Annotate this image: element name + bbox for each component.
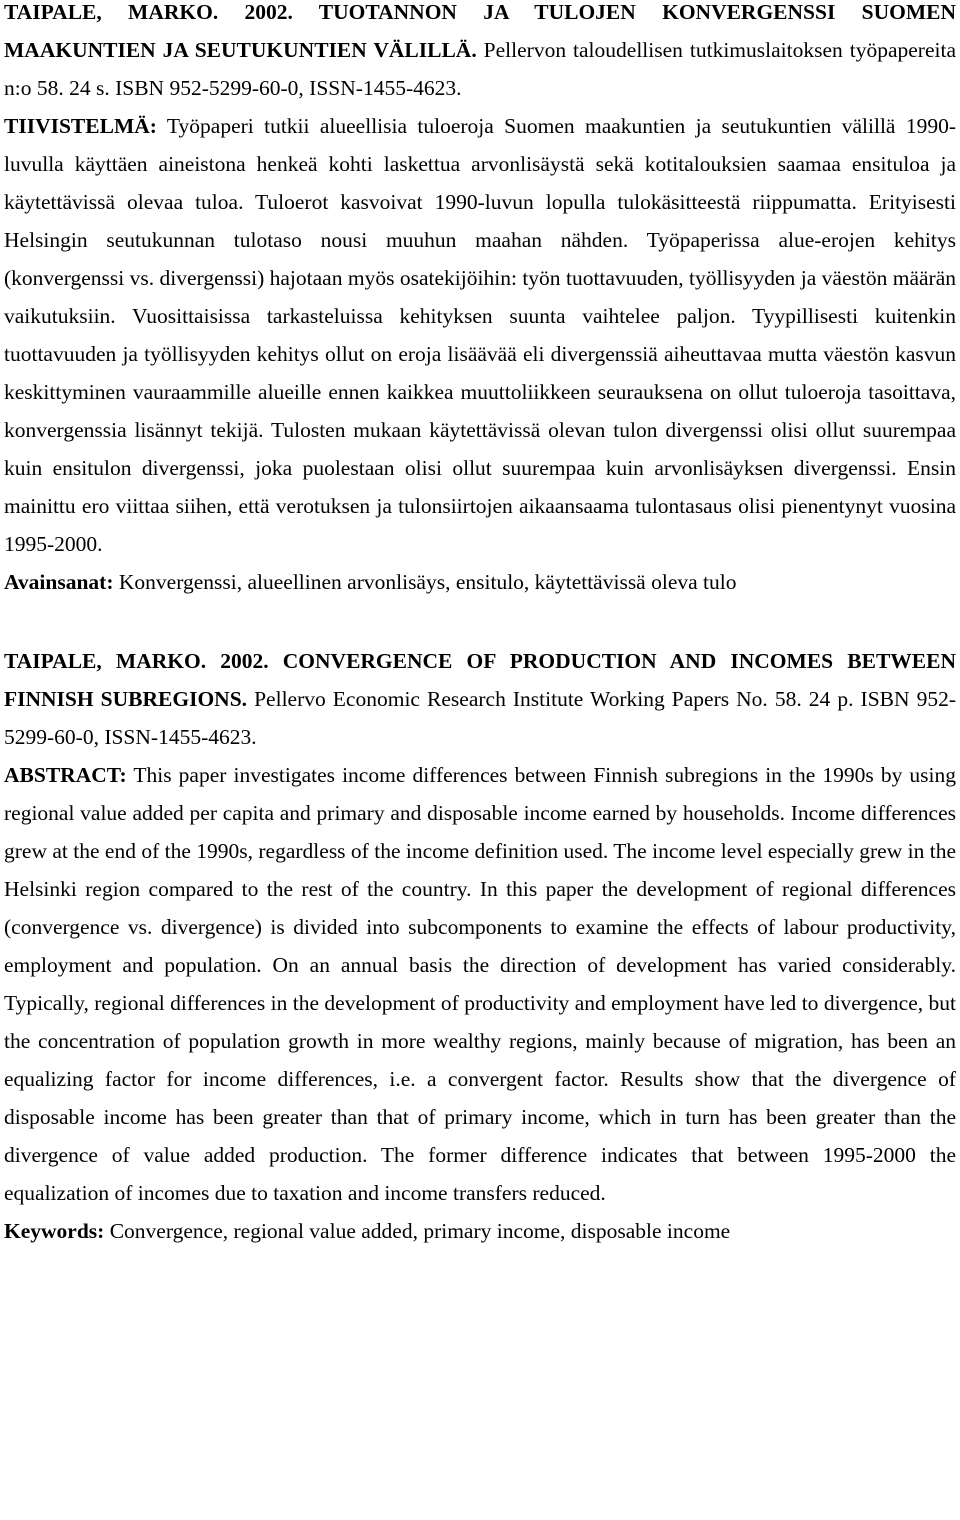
english-abstract-section <box>4 642 956 1250</box>
english-keywords-text: Convergence, regional value added, primary income, disposable income <box>104 1219 731 1243</box>
english-abstract <box>4 756 956 1212</box>
english-keywords-label: Keywords: <box>4 1219 105 1243</box>
english-citation-title: TAIPALE, MARKO. 2002. CONVERGENCE OF PRODUCTION AND INCOMES BETWEEN FINNISH SUBREGIONS. <box>4 649 956 711</box>
finnish-keywords-text: Konvergenssi, alueellinen arvonlisäys, ensitulo, käytettävissä oleva tulo <box>113 570 737 594</box>
finnish-abstract-text: Työpaperi tutkii alueellisia tuloeroja Suomen maakuntien ja seutukuntien välillä 1990-luvulla käyttäen aineistona henkeä kohti laskettua arvonlisäystä sekä kotitalouksien saamaa ensituloa ja käytettävissä olevaa tuloa. Tuloerot kasvoivat 1990-luvun lopulla tulokäsitteestä riippumatta. Erityisesti Helsingin seutukunnan tulotaso nousi muuhun maahan nähden. Työpaperissa alue-erojen kehitys (konvergenssi vs. divergenssi) hajotaan myös osatekijöihin: työn tuottavuuden, työllisyyden ja väestön määrän vaikutuksiin. Vuosittaisissa tarkasteluissa kehityksen suunta vaihtelee paljon. Tyypillisesti kuitenkin tuottavuuden ja työllisyyden kehitys ollut on eroja lisäävää eli divergenssiä aiheuttavaa mutta väestön kasvun keskittyminen vauraammille alueille ennen kaikkea muuttoliikkeen seurauksena on ollut tuloeroja tasoittava, konvergenssia lisännyt tekijä. Tulosten mukaan käytettävissä olevan tulon divergenssi olisi ollut suurempaa kuin ensitulon divergenssi, joka puolestaan olisi ollut suurempaa kuin arvonlisäyksen divergenssi. Ensin mainittu ero viittaa siihen, että verotuksen ja tulonsiirtojen aikaansaama tulontasaus olisi pienentynyt vuosina 1995-2000. <box>4 114 956 556</box>
finnish-abstract-section <box>4 0 956 601</box>
finnish-keywords <box>4 563 956 601</box>
finnish-citation-details: Pellervon taloudellisen tutkimuslaitoksen työpapereita n:o 58. 24 s. ISBN 952-5299-60-0, ISSN-1455-4623. <box>4 38 956 100</box>
finnish-citation-title: TAIPALE, MARKO. 2002. TUOTANNON JA TULOJEN KONVERGENSSI SUOMEN MAAKUNTIEN JA SEUTUKUNTIEN VÄLILLÄ. <box>4 0 956 62</box>
english-citation <box>4 642 956 756</box>
english-abstract-text: This paper investigates income differences between Finnish subregions in the 1990s by using regional value added per capita and primary and disposable income earned by households. Income differences grew at the end of the 1990s, regardless of the income definition used. The income level especially grew in the Helsinki region compared to the rest of the country. In this paper the development of regional differences (convergence vs. divergence) is divided into subcomponents to examine the effects of labour productivity, employment and population. On an annual basis the direction of development has varied considerably. Typically, regional differences in the development of productivity and employment have led to divergence, but the concentration of population growth in more wealthy regions, mainly because of migration, has been an equalizing factor for income differences, i.e. a convergent factor. Results show that the divergence of disposable income has been greater than that of primary income, which in turn has been greater than the divergence of value added production. The former difference indicates that between 1995-2000 the equalization of incomes due to taxation and income transfers reduced. <box>4 763 956 1205</box>
finnish-citation <box>4 0 956 107</box>
finnish-abstract <box>4 107 956 563</box>
finnish-abstract-label: TIIVISTELMÄ: <box>4 114 157 138</box>
english-abstract-label: ABSTRACT: <box>4 763 127 787</box>
finnish-keywords-label: Avainsanat: <box>4 570 114 594</box>
english-citation-details: Pellervo Economic Research Institute Working Papers No. 58. 24 p. ISBN 952-5299-60-0, ISSN-1455-4623. <box>4 687 956 749</box>
english-keywords <box>4 1212 956 1250</box>
